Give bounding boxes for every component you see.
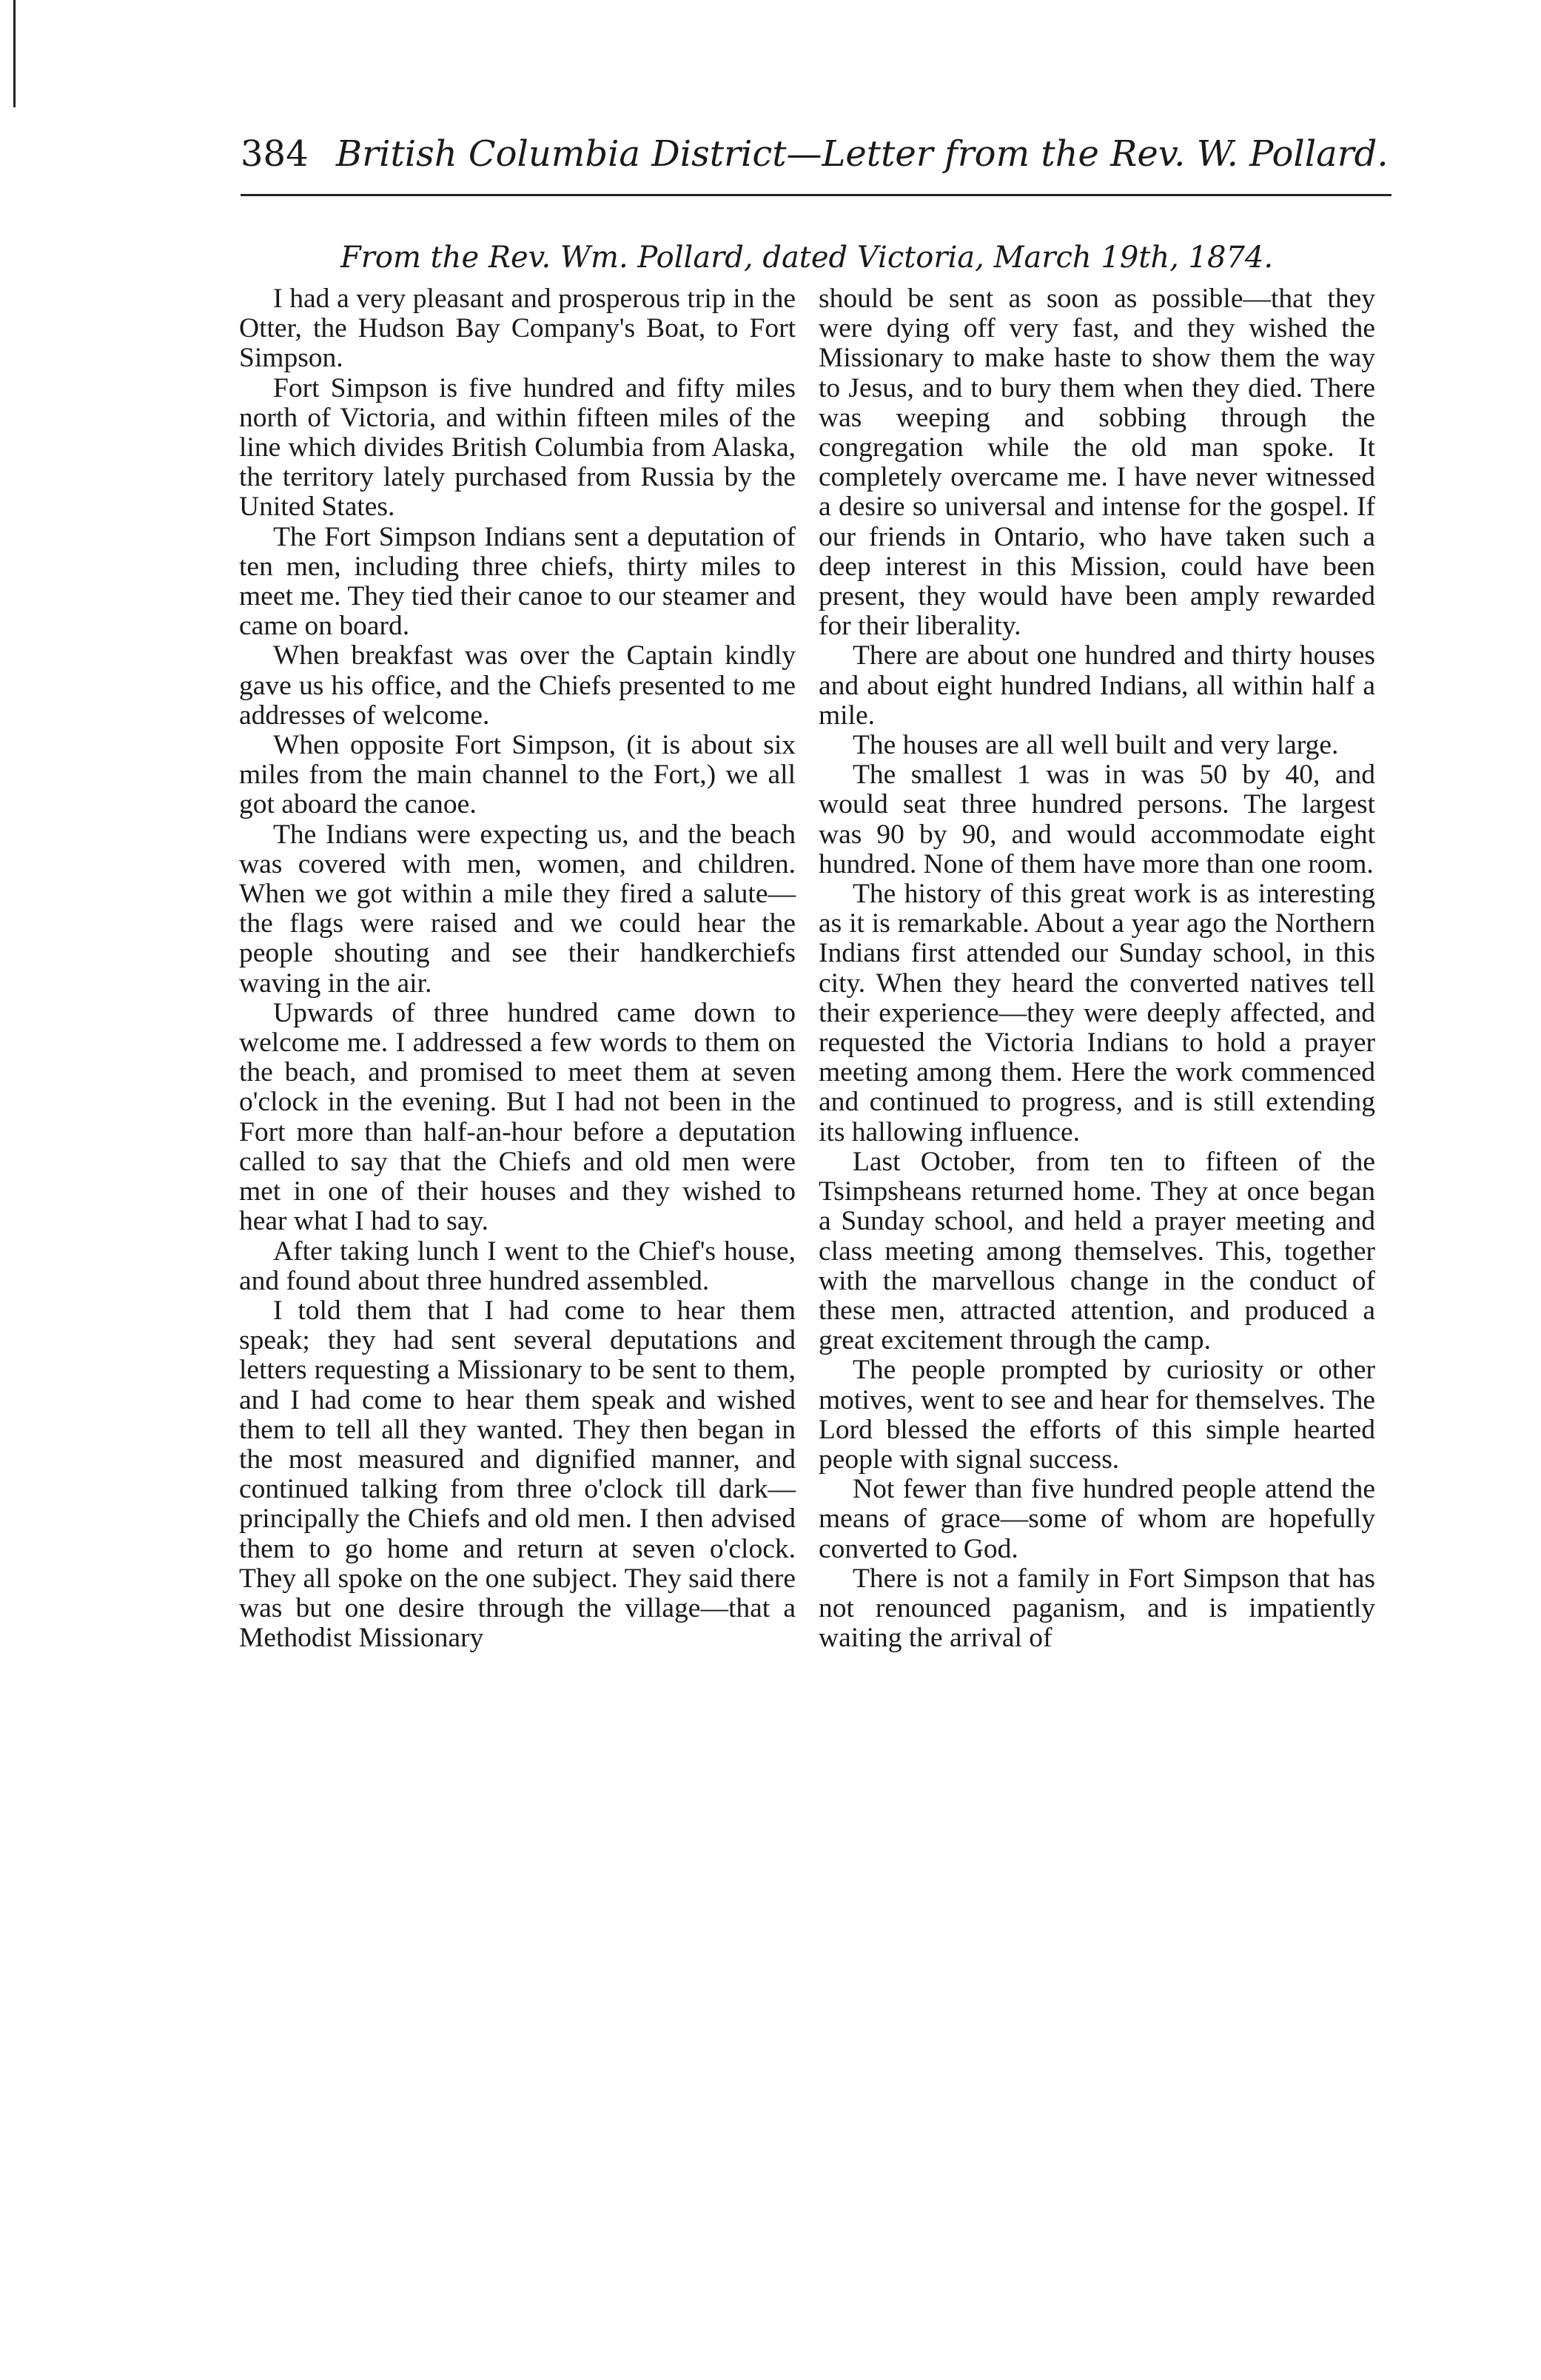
paragraph: The history of this great work is as interesting as it is remarkable. About a year ago the Northern Indians first attended our Sunday school, in this city. When they heard the converted natives tell their experience—they were deeply affected, and requested the Victoria Indians to hold a prayer meeting among them. Here the work commenced and continued to progress, and is still extending its hallowing influence. [819,879,1375,1147]
paragraph: When opposite Fort Simpson, (it is about six miles from the main channel to the Fort,) we all got aboard the canoe. [239,730,796,820]
paragraph: The people prompted by curiosity or other motives, went to see and hear for themselves. The Lord blessed the efforts of this simple hearted people with signal success. [819,1355,1375,1475]
running-header [241,132,1395,176]
left-column [239,284,796,1653]
paragraph: Upwards of three hundred came down to welcome me. I addressed a few words to them on the beach, and promised to meet them at seven o'clock in the evening. But I had not been in the Fort more than half-an-hour before a deputation called to say that the Chiefs and old men were met in one of their houses and they wished to hear what I had to say. [239,997,796,1237]
paragraph: Last October, from ten to fifteen of the Tsimpsheans returned home. They at once began a Sunday school, and held a prayer meeting and class meeting among themselves. This, together with the marvellous change in the conduct of these men, attracted attention, and produced a great excitement through the camp. [819,1146,1375,1356]
paragraph: The smallest 1 was in was 50 by 40, and would seat three hundred persons. The largest was 90 by 90, and would accommodate eight hundred. None of them have more than one room. [819,760,1375,879]
paragraph: After taking lunch I went to the Chief's house, and found about three hundred assembled. [239,1236,796,1296]
paragraph: Not fewer than five hundred people attend the means of grace—some of whom are hopefully converted to God. [819,1474,1375,1564]
paragraph: The houses are all well built and very large. [853,730,1339,761]
paragraph: Fort Simpson is five hundred and fifty miles north of Victoria, and within fifteen miles of the line which divides British Columbia from Alaska, the territory lately purchased from Russia by the United States. [239,372,796,523]
paragraph: There is not a family in Fort Simpson that has not renounced paganism, and is impatiently waiting the arrival of [819,1563,1375,1654]
paragraph: The Indians were expecting us, and the beach was covered with men, women, and children. When we got within a mile they fired a salute—the flags were raised and we could hear the people shouting and see their handkerchiefs waving in the air. [239,819,796,999]
letter-dateline: From the Rev. Wm. Pollard, dated Victoria, March 19th, 1874. [340,241,1274,275]
paragraph: I had a very pleasant and prosperous trip in the Otter, the Hudson Bay Company's Boat, to Fort Simpson. [239,284,796,374]
paragraph: When breakfast was over the Captain kindly gave us his office, and the Chiefs presented to me addresses of welcome. [239,640,796,731]
right-column [819,284,1375,1653]
paragraph: I told them that I had come to hear them speak; they had sent several deputations and letters requesting a Missionary to be sent to them, and I had come to hear them speak and wished them to tell all they wanted. They then began in the most measured and dignified manner, and continued talking from three o'clock till dark—principally the Chiefs and old men. I then advised them to go home and return at seven o'clock. They all spoke on the one subject. They said there was but one desire through the village—that a Methodist Missionary [239,1295,796,1654]
paragraph: The Fort Simpson Indians sent a deputation of ten men, including three chiefs, thirty miles to meet me. They tied their canoe to our steamer and came on board. [239,521,796,642]
page-number: 384 [241,133,309,175]
header-rule [241,194,1391,196]
margin-scan-line [13,0,16,107]
paragraph-continued: should be sent as soon as possible—that they were dying off very fast, and they wished the Missionary to make haste to show them the way to Jesus, and to bury them when they died. There was weeping and sobbing through the congregation while the old man spoke. It completely overcame me. I have never witnessed a desire so universal and intense for the gospel. If our friends in Ontario, who have taken such a deep interest in this Mission, could have been present, they would have been amply rewarded for their liberality. [819,284,1375,642]
running-title: British Columbia District—Letter from the Rev. W. Pollard. [335,133,1389,175]
paragraph: There are about one hundred and thirty houses and about eight hundred Indians, all within half a mile. [819,640,1375,731]
